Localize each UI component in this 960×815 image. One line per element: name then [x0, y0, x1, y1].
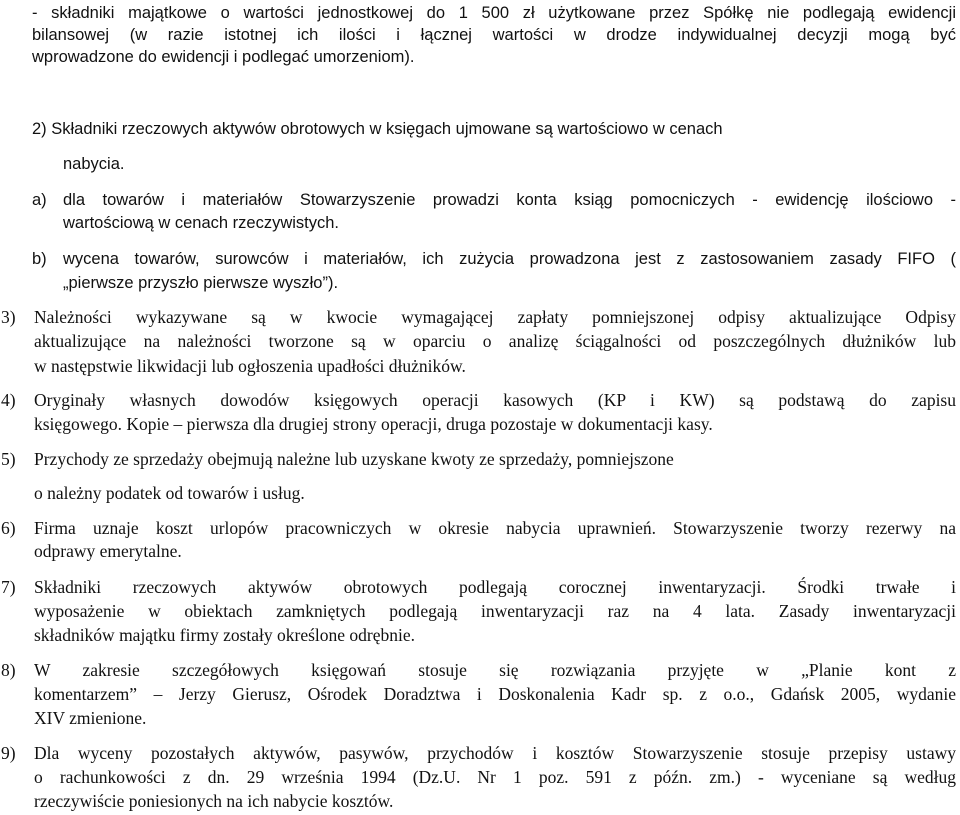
- item-8-line-2: komentarzem” – Jerzy Gierusz, Ośrodek Doradztwa i Doskonalenia Kadr sp. z o.o., Gdańsk 2005, wydanie: [34, 684, 956, 704]
- item-3-line-3: w następstwie likwidacji lub ogłoszenia upadłości dłużników.: [34, 356, 466, 376]
- item-2a-marker: a): [32, 191, 47, 209]
- item-4-marker: 4): [1, 390, 16, 410]
- item-3-line-1: Należności wykazywane są w kwocie wymagającej zapłaty pomniejszonej odpisy aktualizujące Odpisy: [34, 307, 956, 327]
- item-6-line-1: Firma uznaje koszt urlopów pracowniczych w okresie nabycia uprawnień. Stowarzyszenie tworzy rezerwy na: [34, 518, 956, 538]
- item-5-line-1: Przychody ze sprzedaży obejmują należne lub uzyskane kwoty ze sprzedaży, pomniejszone: [34, 449, 674, 469]
- item-2b-line-2: „pierwsze przyszło pierwsze wyszło”).: [63, 274, 339, 292]
- intro-line-3: wprowadzone do ewidencji i podlegać umorzeniom).: [32, 48, 415, 66]
- item-7-line-1: Składniki rzeczowych aktywów obrotowych podlegają corocznej inwentaryzacji. Środki trwałe i: [34, 577, 956, 597]
- item-3-marker: 3): [1, 307, 16, 327]
- item-4-line-1: Oryginały własnych dowodów księgowych operacji kasowych (KP i KW) są podstawą do zapisu: [34, 390, 956, 410]
- item-5-line-2: o należny podatek od towarów i usług.: [34, 483, 305, 503]
- item-6-marker: 6): [1, 518, 16, 538]
- item-6-line-2: odprawy emerytalne.: [34, 541, 182, 561]
- item-8-line-3: XIV zmienione.: [34, 708, 147, 728]
- item-7-line-2: wyposażenie w obiektach zamkniętych podlegają inwentaryzacji raz na 4 lata. Zasady inwentaryzacji: [34, 601, 956, 621]
- item-2b-marker: b): [32, 250, 47, 268]
- item-9-line-3: rzeczywiście poniesionych na ich nabycie kosztów.: [34, 791, 394, 811]
- item-2-line-2: nabycia.: [63, 155, 125, 173]
- intro-line-1: - składniki majątkowe o wartości jednostkowej do 1 500 zł użytkowane przez Spółkę nie podlegają ewidencji: [32, 4, 956, 22]
- item-8-line-1: W zakresie szczegółowych księgowań stosuje się rozwiązania przyjęte w „Planie kont z: [34, 660, 956, 680]
- item-5-marker: 5): [1, 449, 16, 469]
- item-2b-line-1: wycena towarów, surowców i materiałów, ich zużycia prowadzona jest z zastosowaniem zasady FIFO (: [63, 250, 956, 268]
- intro-line-2: bilansowej (w razie istotnej ich ilości i łącznej wartości w drodze indywidualnej decyzji mogą być: [32, 26, 956, 44]
- item-2a-line-2: wartościową w cenach rzeczywistych.: [63, 214, 340, 232]
- item-7-line-3: składników majątku firmy zostały określone odrębnie.: [34, 625, 416, 645]
- item-8-marker: 8): [1, 660, 16, 680]
- item-3-line-2: aktualizujące na należności tworzone są w oparciu o analizę ściągalności od poszczególnych dłużników lub: [34, 331, 956, 351]
- item-9-marker: 9): [1, 743, 16, 763]
- item-7-marker: 7): [1, 577, 16, 597]
- item-2a-line-1: dla towarów i materiałów Stowarzyszenie prowadzi konta ksiąg pomocniczych - ewidencję ilościowo -: [63, 191, 956, 209]
- item-9-line-2: o rachunkowości z dn. 29 września 1994 (Dz.U. Nr 1 poz. 591 z późn. zm.) - wyceniane są według: [34, 767, 956, 787]
- item-9-line-1: Dla wyceny pozostałych aktywów, pasywów, przychodów i kosztów Stowarzyszenie stosuje przepisy ustawy: [34, 743, 956, 763]
- item-4-line-2: księgowego. Kopie – pierwsza dla drugiej strony operacji, druga pozostaje w dokumentacji kasy.: [34, 414, 713, 434]
- item-2-line-1: 2) Składniki rzeczowych aktywów obrotowych w księgach ujmowane są wartościowo w cenach: [32, 120, 723, 138]
